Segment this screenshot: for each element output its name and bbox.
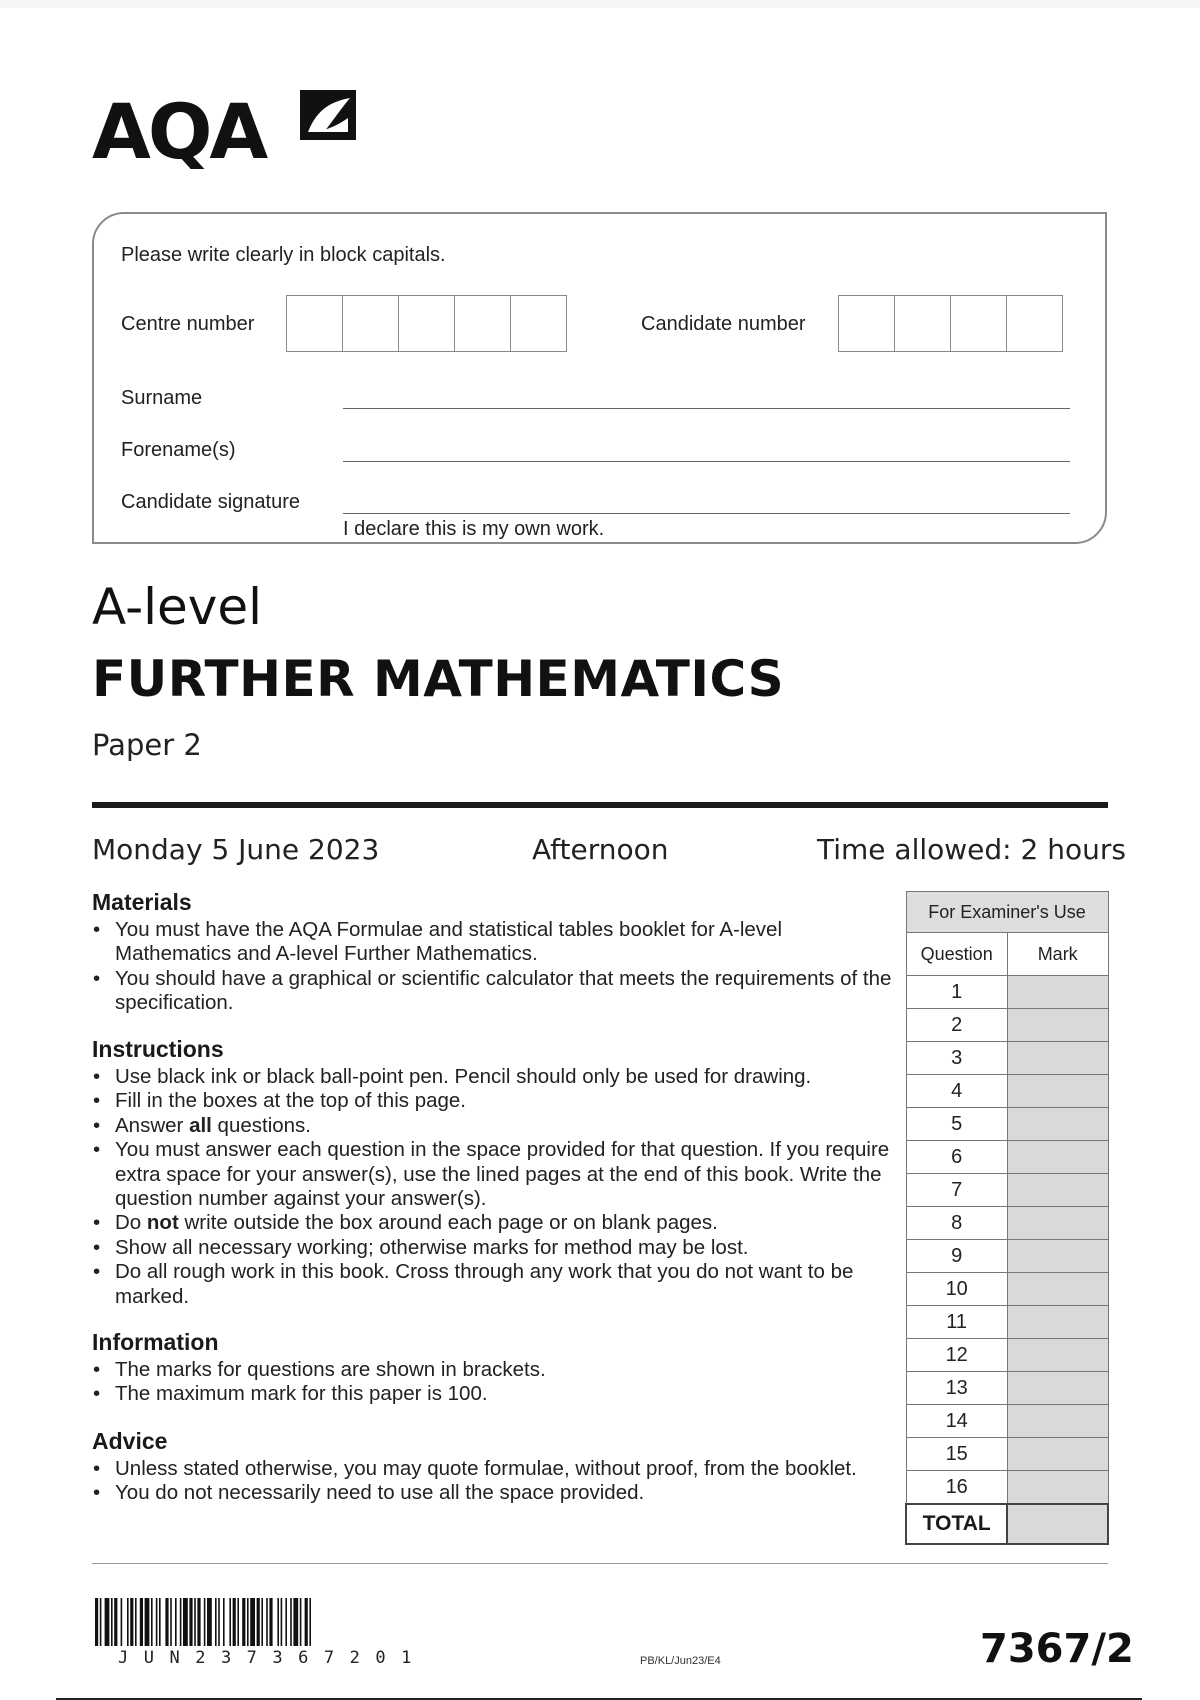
declaration-text: I declare this is my own work. <box>343 518 605 540</box>
centre-number-boxes[interactable] <box>286 295 567 352</box>
qualification-level: A-level <box>92 578 263 636</box>
advice-item: • You do not necessarily need to use all the space provided. <box>93 1481 645 1505</box>
table-row <box>906 1075 1108 1108</box>
forenames-line[interactable] <box>343 461 1070 462</box>
centre-number-label: Centre number <box>121 313 255 335</box>
question-number-cell: 3 <box>906 1042 1007 1075</box>
materials-item: • You must have the AQA Formulae and statistical tables booklet for A-level Mathematics and A-level Further Mathematics. <box>93 918 783 966</box>
instructions-item: • Show all necessary working; otherwise marks for method may be lost. <box>93 1235 749 1259</box>
mark-cell <box>1007 1405 1108 1438</box>
bullet-icon: • <box>93 1260 101 1284</box>
exam-session: Afternoon <box>532 833 669 866</box>
total-label: TOTAL <box>906 1504 1007 1544</box>
instructions-list <box>92 1065 892 1309</box>
information-section <box>92 1328 892 1407</box>
question-number-cell: 9 <box>906 1240 1007 1273</box>
question-number-cell: 16 <box>906 1471 1007 1505</box>
bullet-icon: • <box>93 1382 101 1406</box>
mark-cell <box>1007 976 1108 1009</box>
centre-number-digit[interactable] <box>398 295 455 352</box>
time-allowed: Time allowed: 2 hours <box>817 833 1126 866</box>
barcode-text: JUN237367201 <box>118 1648 427 1668</box>
instructions-item: • Do all rough work in this book. Cross through any work that you do not want to be marked. <box>93 1260 854 1308</box>
centre-number-digit[interactable] <box>286 295 343 352</box>
materials-list <box>92 918 892 1016</box>
aqa-logo <box>92 88 362 188</box>
mark-cell <box>1007 1372 1108 1405</box>
table-row <box>906 1471 1108 1505</box>
bullet-icon: • <box>93 1065 101 1088</box>
advice-section <box>92 1427 892 1506</box>
candidate-number-boxes[interactable] <box>838 295 1063 352</box>
instructions-section <box>92 1035 892 1309</box>
surname-label: Surname <box>121 387 203 409</box>
table-row <box>906 1108 1108 1141</box>
mark-cell <box>1007 1240 1108 1273</box>
question-number-cell: 15 <box>906 1438 1007 1471</box>
table-row <box>906 1207 1108 1240</box>
information-list <box>92 1358 892 1407</box>
table-row <box>906 1372 1108 1405</box>
question-number-cell: 4 <box>906 1075 1007 1108</box>
question-number-cell: 10 <box>906 1273 1007 1306</box>
bullet-icon: • <box>93 1113 101 1137</box>
table-row <box>906 1174 1108 1207</box>
question-number-cell: 5 <box>906 1108 1007 1141</box>
signature-line[interactable] <box>343 513 1070 514</box>
mark-cell <box>1007 1141 1108 1174</box>
instructions-item: • Answer all questions. <box>93 1113 312 1137</box>
information-item: • The maximum mark for this paper is 100. <box>93 1382 488 1406</box>
candidate-number-label: Candidate number <box>641 313 806 335</box>
mark-cell <box>1007 1438 1108 1471</box>
question-number-cell: 12 <box>906 1339 1007 1372</box>
table-row <box>906 1141 1108 1174</box>
examiners-use-title: For Examiner's Use <box>906 892 1108 933</box>
paper-number: Paper 2 <box>92 728 202 762</box>
logo-text: AQA <box>92 87 266 176</box>
signature-label: Candidate signature <box>121 491 301 513</box>
table-row <box>906 1339 1108 1372</box>
question-number-cell: 1 <box>906 976 1007 1009</box>
instructions-item: • Do not write outside the box around each page or on blank pages. <box>93 1211 718 1235</box>
mark-cell <box>1007 1207 1108 1240</box>
bullet-icon: • <box>93 1211 101 1235</box>
instructions-item: • You must answer each question in the space provided for that question. If you require extra space for your answer(s), use the lined pages at the end of this book. Write the question number against your answer(s). <box>93 1138 890 1211</box>
candidate-number-digit[interactable] <box>894 295 951 352</box>
table-row <box>906 1273 1108 1306</box>
table-row <box>906 1438 1108 1471</box>
title-divider <box>92 802 1108 808</box>
materials-section <box>92 888 892 1016</box>
information-heading: Information <box>92 1329 219 1355</box>
candidate-number-digit[interactable] <box>1006 295 1063 352</box>
subject-title: FURTHER MATHEMATICS <box>92 650 785 708</box>
block-capitals-instruction: Please write clearly in block capitals. <box>121 244 446 266</box>
instructions-item: • Use black ink or black ball-point pen. Pencil should only be used for drawing. <box>93 1065 812 1088</box>
mark-cell <box>1007 1108 1108 1141</box>
bullet-icon: • <box>93 966 101 990</box>
table-row <box>906 1306 1108 1339</box>
bullet-icon: • <box>93 1457 101 1480</box>
table-row <box>906 1009 1108 1042</box>
mark-cell <box>1007 1174 1108 1207</box>
bullet-icon: • <box>93 1481 101 1505</box>
reference-code: PB/KL/Jun23/E4 <box>640 1655 721 1667</box>
mark-cell <box>1007 1339 1108 1372</box>
question-number-cell: 6 <box>906 1141 1007 1174</box>
materials-item: • You should have a graphical or scientific calculator that meets the requirements of the specification. <box>93 966 892 1015</box>
bullet-icon: • <box>93 1089 101 1113</box>
mark-cell <box>1007 1273 1108 1306</box>
paper-code: 7367/2 <box>980 1626 1134 1672</box>
mark-cell <box>1007 1471 1108 1505</box>
mark-column-header: Mark <box>1007 933 1108 976</box>
centre-number-digit[interactable] <box>342 295 399 352</box>
question-number-cell: 13 <box>906 1372 1007 1405</box>
table-row <box>906 1042 1108 1075</box>
question-number-cell: 7 <box>906 1174 1007 1207</box>
question-number-cell: 8 <box>906 1207 1007 1240</box>
centre-number-digit[interactable] <box>454 295 511 352</box>
bullet-icon: • <box>93 1235 101 1259</box>
advice-heading: Advice <box>92 1428 168 1454</box>
logo-mark-icon <box>294 88 364 146</box>
mark-cell <box>1007 1042 1108 1075</box>
candidate-number-digit[interactable] <box>950 295 1007 352</box>
exam-date: Monday 5 June 2023 <box>92 833 380 866</box>
mark-cell <box>1007 1009 1108 1042</box>
instructions-heading: Instructions <box>92 1036 224 1062</box>
table-row <box>906 976 1108 1009</box>
instructions-item: • Fill in the boxes at the top of this page. <box>93 1089 466 1113</box>
table-row <box>906 1240 1108 1273</box>
total-mark-cell <box>1007 1504 1108 1544</box>
question-column-header: Question <box>906 933 1007 976</box>
question-number-cell: 11 <box>906 1306 1007 1339</box>
question-number-cell: 2 <box>906 1009 1007 1042</box>
mark-cell <box>1007 1306 1108 1339</box>
table-row <box>906 1405 1108 1438</box>
materials-heading: Materials <box>92 889 192 915</box>
mark-cell <box>1007 1075 1108 1108</box>
bullet-icon: • <box>93 1138 101 1162</box>
bullet-icon: • <box>93 918 101 941</box>
bullet-icon: • <box>93 1358 101 1381</box>
candidate-number-digit[interactable] <box>838 295 895 352</box>
forenames-label: Forename(s) <box>121 439 236 461</box>
information-item: • The marks for questions are shown in brackets. <box>93 1358 546 1381</box>
advice-item: • Unless stated otherwise, you may quote formulae, without proof, from the booklet. <box>93 1457 857 1480</box>
footer-divider <box>92 1563 1108 1564</box>
centre-number-digit[interactable] <box>510 295 567 352</box>
barcode-icon <box>95 1598 475 1646</box>
examiners-use-table <box>905 891 1109 1545</box>
surname-line[interactable] <box>343 408 1070 409</box>
advice-list <box>92 1457 892 1506</box>
question-number-cell: 14 <box>906 1405 1007 1438</box>
